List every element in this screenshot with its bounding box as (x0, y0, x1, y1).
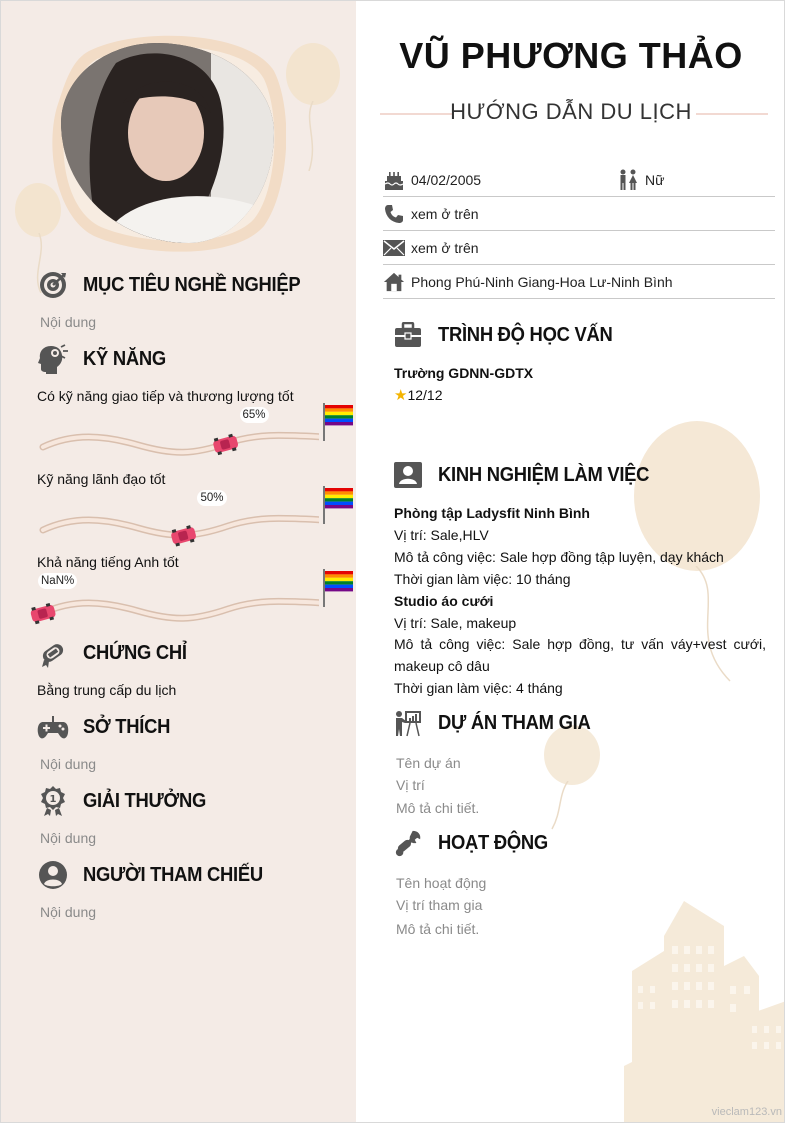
applied-position: HƯỚNG DẪN DU LỊCH (450, 99, 692, 124)
hobbies-section-title (37, 711, 178, 743)
id-card-icon (394, 461, 422, 489)
education-school: Trường GDNN-GDTX (394, 365, 534, 381)
skill-percent-label: 65% (240, 407, 269, 423)
phone-icon (383, 203, 405, 225)
rainbow-flag-icon (321, 486, 355, 526)
svg-text:1: 1 (49, 794, 57, 805)
awards-title: GIẢI THƯỞNG (83, 789, 206, 812)
info-row-address (383, 265, 775, 299)
head-gear-icon (37, 343, 69, 375)
target-icon (37, 269, 69, 301)
job-description: Mô tả công việc: Sale hợp đồng, tư vấn váy+vest cưới, makeup cô dâu (394, 636, 766, 674)
birthday-cake-icon (383, 169, 405, 191)
briefcase-icon (394, 321, 422, 349)
rainbow-flag-icon (321, 403, 355, 443)
gender-icon (617, 169, 639, 191)
email-value: xem ở trên (411, 239, 479, 256)
main-content (356, 1, 785, 1123)
tools-icon (394, 829, 422, 857)
job-duration: Thời gian làm việc: 10 tháng (394, 571, 571, 587)
activities-section-title (394, 829, 558, 857)
awards-content: Nội dung (40, 830, 97, 846)
sidebar (1, 1, 356, 1123)
references-section-title (37, 859, 279, 891)
skill-road (1, 494, 319, 550)
job-duration: Thời gian làm việc: 4 tháng (394, 680, 563, 696)
education-grade: 12/12 (407, 387, 443, 403)
objective-section-title (37, 269, 319, 301)
job-company: Phòng tập Ladysfit Ninh Bình (394, 505, 590, 521)
birthday-value: 04/02/2005 (411, 171, 482, 188)
skill-name: Kỹ năng lãnh đạo tốt (37, 471, 166, 487)
city-buildings-decoration (624, 896, 785, 1123)
project-detail: Mô tả chi tiết. (396, 800, 480, 816)
job-company: Studio áo cưới (394, 593, 494, 609)
user-circle-icon (37, 859, 69, 891)
education-grade-row (394, 384, 766, 407)
experience-title: KINH NGHIỆM LÀM VIỆC (438, 463, 650, 486)
objective-content: Nội dung (40, 314, 97, 330)
project-name: Tên dự án (396, 755, 461, 771)
hobbies-title: SỞ THÍCH (83, 715, 171, 738)
project-role: Vị trí (396, 777, 425, 793)
gender-value: Nữ (645, 171, 665, 188)
job-role: Vị trí: Sale,HLV (394, 527, 489, 543)
phone-value: xem ở trên (411, 205, 479, 222)
certificates-section-title (37, 637, 196, 669)
info-row-birthday-gender (383, 163, 775, 197)
car-icon (170, 524, 198, 547)
projects-section-title (394, 709, 604, 737)
projects-title: DỰ ÁN THAM GIA (438, 711, 591, 734)
education-section-title (394, 321, 628, 349)
skill-name: Khả năng tiếng Anh tốt (37, 554, 179, 570)
experience-section-title (394, 461, 668, 489)
skill-name: Có kỹ năng giao tiếp và thương lượng tốt (37, 388, 294, 404)
diploma-icon (37, 637, 69, 669)
profile-photo (49, 31, 286, 253)
car-icon (212, 433, 240, 456)
skill-road (1, 411, 319, 467)
certificates-content: Bằng trung cấp du lịch (37, 682, 177, 698)
activity-role: Vị trí tham gia (396, 897, 483, 913)
presentation-icon (394, 709, 422, 737)
certificates-title: CHỨNG CHỈ (83, 641, 187, 664)
info-row-phone (383, 197, 775, 231)
house-icon (383, 271, 405, 293)
address-value: Phong Phú-Ninh Giang-Hoa Lư-Ninh Bình (411, 273, 673, 290)
awards-section-title (37, 785, 217, 817)
skills-section-title (37, 343, 173, 375)
balloon-string (548, 781, 578, 831)
job-role: Vị trí: Sale, makeup (394, 615, 517, 631)
skill-percent-label: 50% (197, 490, 226, 506)
job-description: Mô tả công việc: Sale hợp đồng tập luyện, dạy khách (394, 549, 724, 565)
star-icon: ★ (394, 387, 408, 404)
activity-name: Tên hoạt động (396, 875, 487, 891)
envelope-icon (383, 237, 405, 259)
watermark: vieclam123.vn (711, 1106, 782, 1118)
balloon-string (301, 101, 321, 171)
activities-title: HOẠT ĐỘNG (438, 831, 548, 854)
gamepad-icon (37, 711, 69, 743)
activity-detail: Mô tả chi tiết. (396, 921, 480, 937)
balloon-decoration (286, 43, 340, 105)
skill-percent-label: NaN% (38, 573, 77, 589)
rainbow-flag-icon (321, 569, 355, 609)
education-title: TRÌNH ĐỘ HỌC VẤN (438, 323, 613, 346)
references-title: NGƯỜI THAM CHIẾU (83, 863, 263, 886)
hobbies-content: Nội dung (40, 756, 97, 772)
candidate-name: VŨ PHƯƠNG THẢO (399, 35, 743, 76)
references-content: Nội dung (40, 904, 97, 920)
medal-icon (37, 785, 69, 817)
objective-title: MỤC TIÊU NGHỀ NGHIỆP (83, 273, 301, 296)
skills-title: KỸ NĂNG (83, 347, 166, 370)
info-row-email (383, 231, 775, 265)
